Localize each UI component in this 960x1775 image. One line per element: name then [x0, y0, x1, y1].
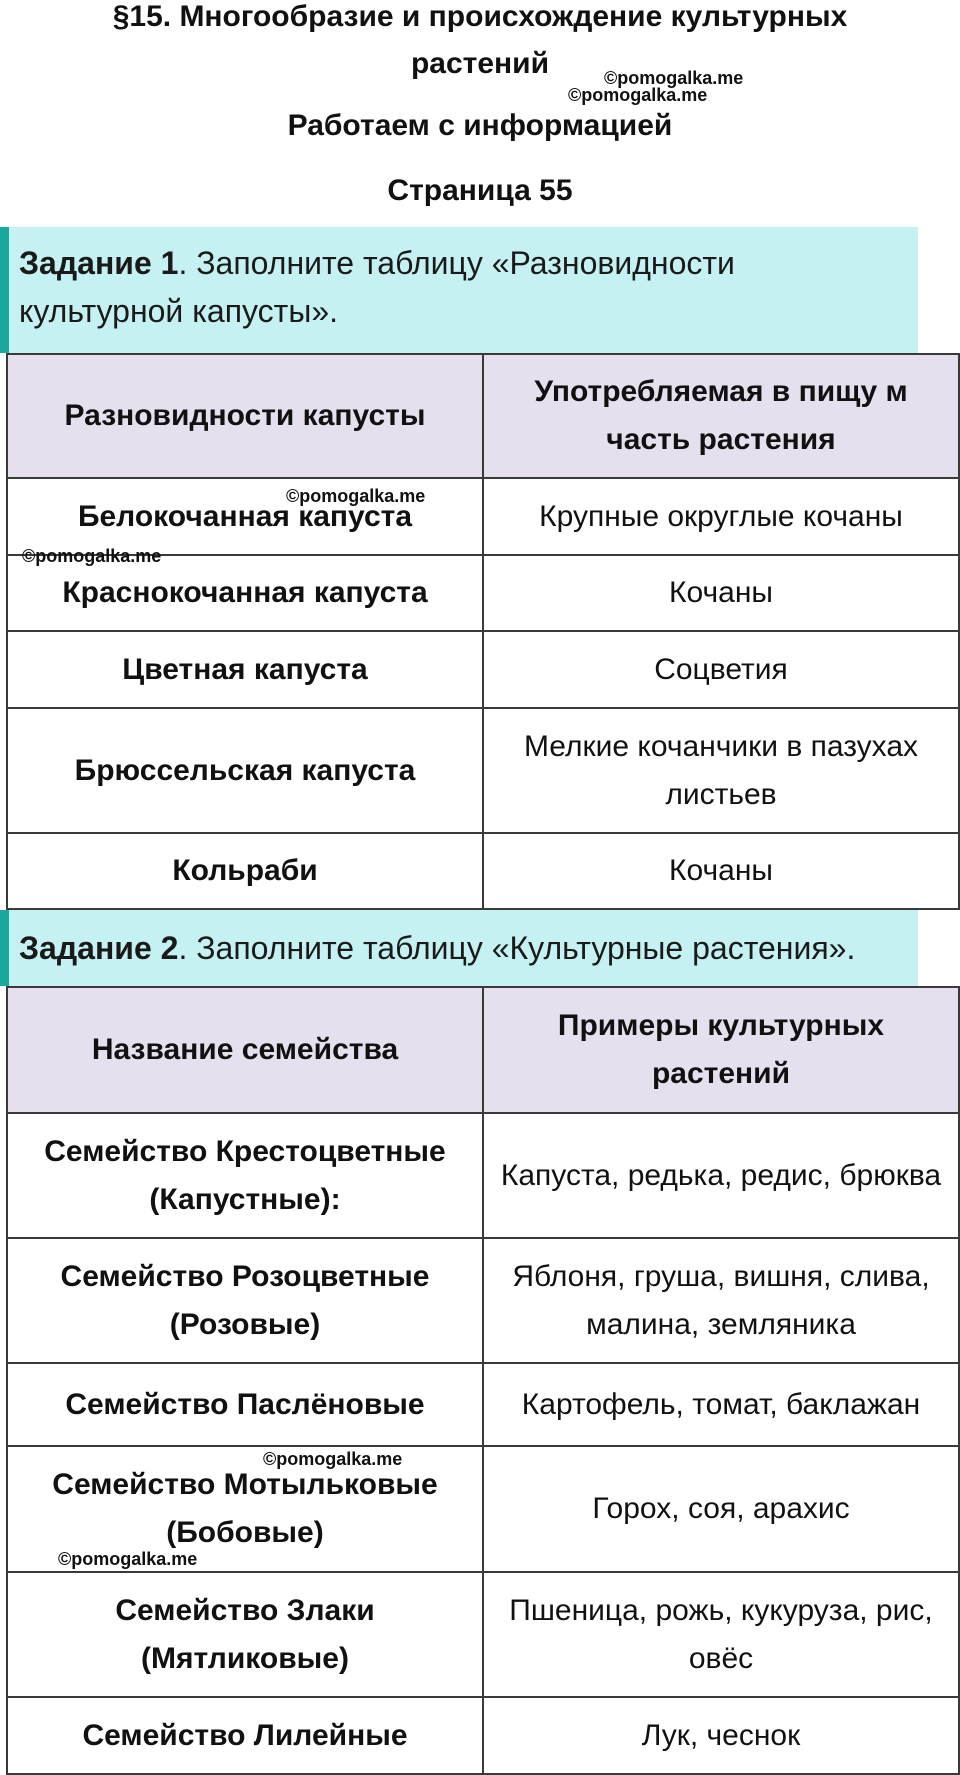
table-cell-name: Краснокочанная капуста [7, 555, 483, 631]
table-cell-name: Цветная капуста [7, 631, 483, 708]
table-row [7, 1113, 959, 1238]
table-cell-value: Мелкие кочанчики в пазухах листьев [483, 708, 959, 833]
table-row [7, 631, 959, 708]
table-cell-value: Пшеница, рожь, кукуруза, рис, овёс [483, 1572, 959, 1697]
table-row [7, 555, 959, 631]
table-cell-value: Соцветия [483, 631, 959, 708]
table-cell-name: Семейство Розоцветные (Розовые) [7, 1238, 483, 1363]
table-cell-name: Белокочанная капуста [7, 478, 483, 555]
task-2-banner [0, 910, 918, 986]
table-cell-name: Семейство Мотыльковые (Бобовые) [7, 1446, 483, 1572]
cabbage-varieties-table [6, 353, 960, 910]
watermark: ©pomogalka.me [22, 546, 162, 566]
task-1-text: . Заполните таблицу «Разновидности культурной капусты». [19, 245, 735, 329]
column-header: Разновидности капусты [7, 354, 483, 478]
table-cell-name: Семейство Крестоцветные (Капустные): [7, 1113, 483, 1238]
column-header: Примеры культурных растений [483, 987, 959, 1113]
table-cell-value: Кочаны [483, 833, 959, 909]
table-header-row [7, 987, 959, 1113]
cultivated-plants-table [6, 986, 960, 1775]
watermark: ©pomogalka.me [58, 1549, 198, 1569]
task-1-banner [0, 227, 918, 353]
table-cell-value: Картофель, томат, баклажан [483, 1363, 959, 1446]
page-number: Страница 55 [387, 174, 573, 207]
table-cell-value: Кочаны [483, 555, 959, 631]
table-header-row [7, 354, 959, 478]
table-row [7, 1697, 959, 1774]
section-subtitle: Работаем с информацией [287, 109, 673, 142]
table-cell-name: Кольраби [7, 833, 483, 909]
table-cell-name: Семейство Лилейные [7, 1697, 483, 1774]
watermark: ©pomogalka.me [568, 85, 708, 105]
table-cell-name: Семейство Злаки (Мятликовые) [7, 1572, 483, 1697]
table-row [7, 1238, 959, 1363]
table-row [7, 833, 959, 909]
table-cell-value: Лук, чеснок [483, 1697, 959, 1774]
table-cell-name: Семейство Паслёновые [7, 1363, 483, 1446]
task-2-text: . Заполните таблицу «Культурные растения». [178, 930, 856, 966]
table-cell-name: Брюссельская капуста [7, 708, 483, 833]
task-2-label: Задание 2 [19, 930, 179, 966]
watermark: ©pomogalka.me [263, 1449, 403, 1469]
table-cell-value: Горох, соя, арахис [483, 1446, 959, 1572]
table-row [7, 478, 959, 555]
task-1-label: Задание 1 [19, 245, 179, 281]
table-cell-value: Капуста, редька, редис, брюква [483, 1113, 959, 1238]
table-cell-value: Яблоня, груша, вишня, слива, малина, земляника [483, 1238, 959, 1363]
column-header: Употребляемая в пищу м часть растения [483, 354, 959, 478]
table-row [7, 1572, 959, 1697]
watermark: ©pomogalka.me [286, 486, 426, 506]
page-title-continued: растений [410, 47, 550, 80]
table-row [7, 1363, 959, 1446]
watermark: ©pomogalka.me [604, 68, 744, 88]
table-cell-value: Крупные округлые кочаны [483, 478, 959, 555]
column-header: Название семейства [7, 987, 483, 1113]
page-title: §15. Многообразие и происхождение культурных [112, 0, 848, 33]
table-row [7, 708, 959, 833]
